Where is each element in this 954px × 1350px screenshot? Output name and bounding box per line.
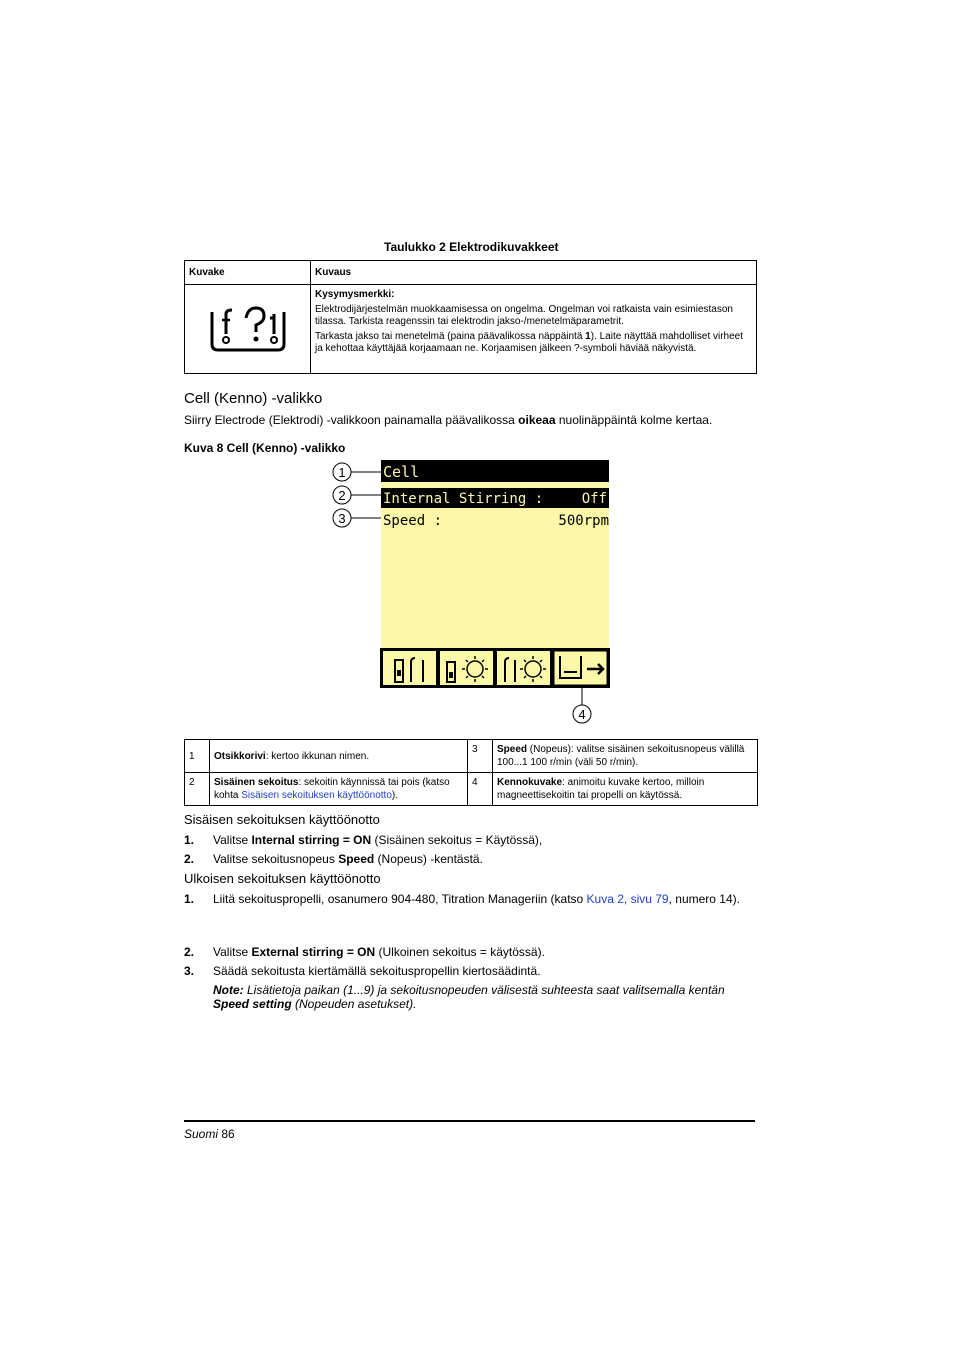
legend-item-speed: Speed (Nopeus): valitse sisäinen sekoitusnopeus välillä 100...1 100 r/min (väli 50 r/min). xyxy=(493,740,758,773)
callout-2 xyxy=(333,486,381,504)
table-header-description: Kuvaus xyxy=(311,261,757,285)
list-item: 3. Säädä sekoitusta kiertämällä sekoituspropellin kiertosäädintä. xyxy=(184,964,541,978)
legend-item-title-row: Otsikkorivi: kertoo ikkunan nimen. xyxy=(210,740,468,773)
electrode-question-icon xyxy=(208,304,288,354)
figure-legend-table xyxy=(184,739,758,806)
list-item: 1. Valitse Internal stirring = ON (Sisäinen sekoitus = Käytössä), xyxy=(184,833,543,847)
section-intro: Siirry Electrode (Elektrodi) -valikkoon painamalla päävalikossa oikeaa nuolinäppäintä kolme kertaa. xyxy=(184,413,713,427)
svg-text:1: 1 xyxy=(338,465,346,480)
external-stirring-heading: Ulkoisen sekoituksen käyttöönotto xyxy=(184,871,381,886)
callout-1 xyxy=(333,463,381,481)
legend-num: 4 xyxy=(468,773,493,806)
legend-num: 2 xyxy=(185,773,210,806)
section-title: Cell (Kenno) -valikko xyxy=(184,390,323,407)
list-item: 1. Liitä sekoituspropelli, osanumero 904-480, Titration Manageriin (katso Kuva 2, sivu 79, numero 14). xyxy=(184,892,740,906)
page-footer: Suomi 86 xyxy=(184,1127,235,1141)
electrode-icons-table xyxy=(184,260,757,374)
internal-stirring-heading: Sisäisen sekoituksen käyttöönotto xyxy=(184,812,380,827)
legend-num: 1 xyxy=(185,740,210,773)
legend-num: 3 xyxy=(468,740,493,773)
speed-value[interactable]: 500rpm xyxy=(558,513,609,529)
table-caption: Taulukko 2 Elektrodikuvakkeet xyxy=(384,240,559,254)
legend-item-cell-icon: Kennokuvake: animoitu kuvake kertoo, milloin magneettisekoitin tai propelli on käytössä. xyxy=(493,773,758,806)
internal-stirring-value: Off xyxy=(581,491,607,507)
icon-desc-2: Tarkasta jakso tai menetelmä (paina päävalikossa näppäintä 1). Laite näyttää mahdolliset virheet ja kehottaa käyttäjää korjaamaan ne. Korjaamisen jälkeen ?-symboli häviää näkyvistä. xyxy=(315,331,744,354)
table-description-cell xyxy=(311,285,757,374)
electrode-sun-tab-icon[interactable] xyxy=(496,650,551,686)
svg-text:3: 3 xyxy=(338,511,346,526)
internal-stirring-label: Internal Stirring : xyxy=(383,491,544,507)
icon-desc-1: Elektrodijärjestelmän muokkaamisessa on ongelma. Ongelman voi ratkaista vain esimiestason tilassa. Tarkista reagenssin tai elektrodin jakso-/menetelmäparametrit. xyxy=(315,304,733,327)
cell-menu-figure xyxy=(325,456,625,728)
table-icon-cell xyxy=(185,285,311,374)
table-header-icon: Kuvake xyxy=(185,261,311,285)
callout-3 xyxy=(333,509,381,527)
callout-4 xyxy=(573,688,591,723)
icon-title: Kysymysmerkki: xyxy=(315,289,395,300)
figure-caption: Kuva 8 Cell (Kenno) -valikko xyxy=(184,441,346,455)
cell-arrow-tab-icon[interactable] xyxy=(553,650,608,686)
bottle-sun-tab-icon[interactable] xyxy=(439,650,494,686)
legend-item-internal-stirring: Sisäinen sekoitus: sekoitin käynnissä tai pois (katso kohta Sisäisen sekoituksen käyttöönotto). xyxy=(210,773,468,806)
note: Note: Lisätietoja paikan (1...9) ja sekoitusnopeuden välisestä suhteesta saat valitsemalla kentän Speed setting (Nopeuden asetukset). xyxy=(213,983,725,1011)
svg-text:2: 2 xyxy=(338,488,346,503)
reagent-electrode-tab-icon[interactable] xyxy=(382,650,437,686)
screen-title: Cell xyxy=(383,463,420,481)
list-item: 2. Valitse sekoitusnopeus Speed (Nopeus) -kentästä. xyxy=(184,852,483,866)
list-item: 2. Valitse External stirring = ON (Ulkoinen sekoitus = käytössä). xyxy=(184,945,545,959)
figure-2-link[interactable]: Kuva 2, sivu 79 xyxy=(586,892,669,906)
footer-rule xyxy=(184,1120,755,1122)
svg-text:4: 4 xyxy=(578,707,586,722)
speed-label: Speed : xyxy=(383,513,443,529)
internal-stirring-link[interactable]: Sisäisen sekoituksen käyttöönotto xyxy=(241,790,392,801)
